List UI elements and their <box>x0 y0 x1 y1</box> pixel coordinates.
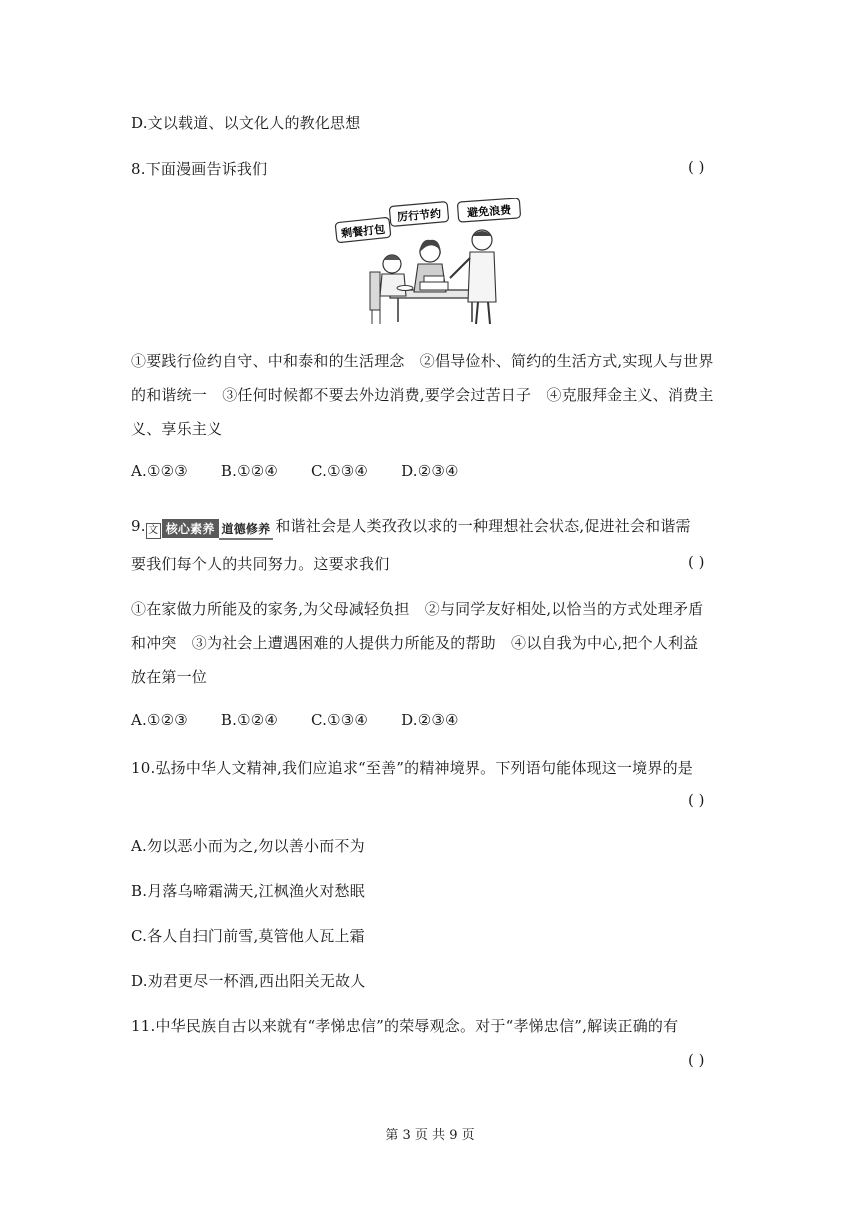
q11-stem: 11.中华民族自古以来就有“孝悌忠信”的荣辱观念。对于“孝悌忠信”,解读正确的有 <box>131 1017 679 1035</box>
q9-stem-text: 和谐社会是人类孜孜以求的一种理想社会状态,促进社会和谐需 <box>275 517 691 535</box>
cartoon-label-2: 厉行节约 <box>396 207 442 224</box>
q8-options <box>131 462 487 480</box>
q9-statements-line-2: 和冲突 ③为社会上遭遇困难的人提供力所能及的帮助 ④以自我为中心,把个人利益 <box>131 634 699 652</box>
q8-statements-line-3: 义、享乐主义 <box>131 420 223 438</box>
q8-stem: 8.下面漫画告诉我们 <box>131 160 268 178</box>
q8-option-d[interactable]: D.②③④ <box>401 462 459 480</box>
q9-answer-blank: ( ) <box>688 553 705 571</box>
q8-answer-blank: ( ) <box>688 158 705 176</box>
q10-option-c[interactable]: C.各人自扫门前雪,莫管他人瓦上霜 <box>131 927 365 945</box>
q9-option-b[interactable]: B.①②④ <box>220 711 279 729</box>
q9-number: 9. <box>131 517 146 535</box>
q8-option-b[interactable]: B.①②④ <box>220 462 279 480</box>
book-icon: 文 <box>146 523 161 539</box>
q11-answer-blank: ( ) <box>688 1051 705 1069</box>
page-footer: 第 3 页 共 9 页 <box>385 1128 475 1143</box>
q8-option-c[interactable]: C.①③④ <box>311 462 369 480</box>
q8-statements-line-2: 的和谐统一 ③任何时候都不要去外边消费,要学会过苦日子 ④克服拜金主义、消费主 <box>131 386 714 404</box>
cartoon-label-1: 剩餐打包 <box>340 222 386 241</box>
q9-statements-line-3: 放在第一位 <box>131 668 208 686</box>
q8-statements-line-1: ①要践行俭约自守、中和泰和的生活理念 ②倡导俭朴、简约的生活方式,实现人与世界 <box>131 352 714 370</box>
q9-statements-line-1: ①在家做力所能及的家务,为父母减轻负担 ②与同学友好相处,以恰当的方式处理矛盾 <box>131 600 704 618</box>
q7-option-d: D.文以载道、以文化人的教化思想 <box>131 114 361 132</box>
q8-cartoon-illustration <box>330 198 530 326</box>
q9-option-a[interactable]: A.①②③ <box>131 711 188 729</box>
q9-option-d[interactable]: D.②③④ <box>401 711 459 729</box>
q9-options <box>131 711 487 729</box>
q8-option-a[interactable]: A.①②③ <box>131 462 188 480</box>
q10-option-a[interactable]: A.勿以恶小而为之,勿以善小而不为 <box>131 837 365 855</box>
q10-option-d[interactable]: D.劝君更尽一杯酒,西出阳关无故人 <box>131 972 366 990</box>
q9-stem-line-1 <box>131 515 691 540</box>
q9-literacy-badge <box>146 519 276 540</box>
q9-option-c[interactable]: C.①③④ <box>311 711 369 729</box>
badge-core-label: 核心素养 <box>162 519 219 538</box>
q10-stem: 10.弘扬中华人文精神,我们应追求“至善”的精神境界。下列语句能体现这一境界的是 <box>131 759 693 777</box>
q10-answer-blank: ( ) <box>688 791 705 809</box>
q10-option-b[interactable]: B.月落乌啼霜满天,江枫渔火对愁眠 <box>131 882 365 900</box>
cartoon-label-3: 避免浪费 <box>466 203 512 220</box>
q9-stem-line-2: 要我们每个人的共同努力。这要求我们 <box>131 555 390 573</box>
badge-sub-label: 道德修养 <box>219 519 274 540</box>
